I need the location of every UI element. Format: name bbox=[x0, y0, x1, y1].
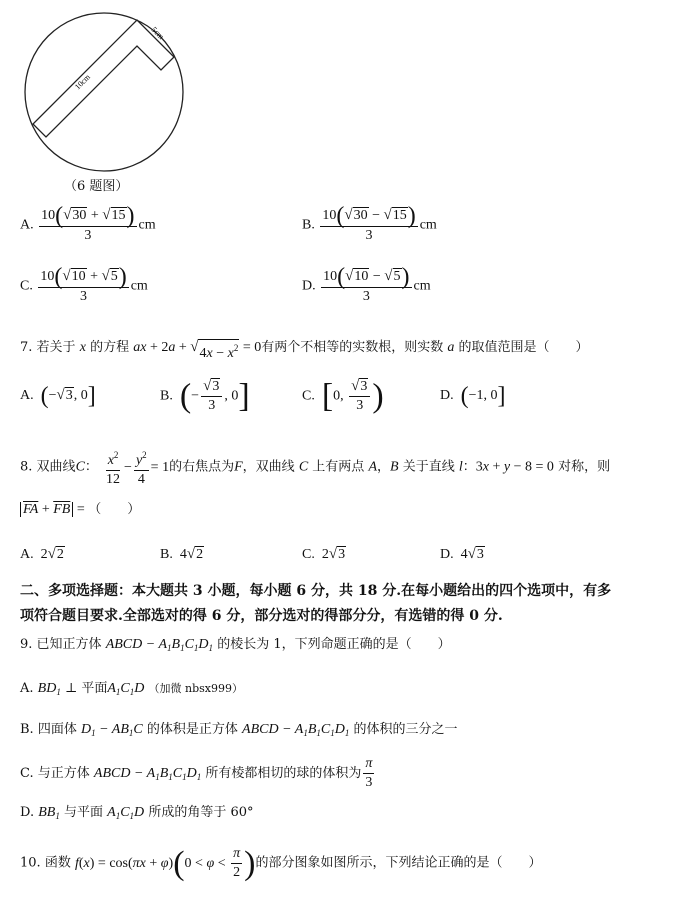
label-5cm: 5cm bbox=[149, 25, 166, 42]
option-letter: C. bbox=[20, 278, 33, 294]
q6-option-c[interactable]: C. 10( √ 10 + √ 5 ) 3 cm bbox=[20, 264, 148, 304]
q8-option-b[interactable]: B. 4 √ 2 bbox=[160, 546, 204, 562]
label-10cm: 10cm bbox=[73, 72, 92, 92]
q7-option-a[interactable]: A. (− √ 3 , 0] bbox=[20, 383, 96, 409]
q9-option-d[interactable]: D. $BB_1$ 与平面 $A_1C_1D$ 所成的角等于 60° bbox=[20, 805, 254, 821]
figure-caption: （6 题图） bbox=[64, 179, 129, 194]
q7-stem: 7. 若关于 x 的方程 ax + 2a + √ $4x - x^2$ = 0有两个不相等的实数根，则实数 a 的取值范围是（ ） bbox=[20, 339, 589, 361]
option-letter: B. bbox=[302, 217, 315, 233]
q6-option-d[interactable]: D. 10( √ 10 − √ 5 ) 3 cm bbox=[302, 264, 431, 304]
section2-line1: 二、多项选择题：本大题共 3 小题，每小题 6 分，共 18 分.在每小题给出的四个选项中，有多 bbox=[20, 583, 612, 599]
q9-option-c[interactable]: C. 与正方体 ABCD − $A_1B_1C_1D_1$ 所有棱都相切的球的体积为 $\frac{\pi}{3}$ bbox=[20, 756, 373, 790]
section2-line2: 项符合题目要求.全部选对的得 6 分，部分选对的得部分分，有选错的得 0 分. bbox=[20, 608, 503, 624]
q8-option-a[interactable]: A. 2 √ 2 bbox=[20, 546, 64, 562]
q8-option-c[interactable]: C. 2 √ 3 bbox=[302, 546, 346, 562]
q6-option-b[interactable]: B. 10( √ 30 − √ 15 ) 3 cm bbox=[302, 203, 437, 243]
q8-stem: 8. 双曲线C： $\frac{x^2}{12}$ − $\frac{y^2}{4}$ = 1的右焦点为F，双曲线 C 上有两点 A，B 关于直线 l：3x + y − 8 = 0 对称，则 bbox=[20, 446, 610, 489]
q8-option-d[interactable]: D. 4 √ 3 bbox=[440, 546, 484, 562]
figure-6 bbox=[18, 6, 190, 178]
figure-bent-strip bbox=[33, 20, 174, 137]
q7-option-b[interactable]: B. (− √ 3 3 , 0] bbox=[160, 377, 250, 415]
q8-expression: $\overline{FA} + \overline{FB}$ = （ ） bbox=[20, 500, 140, 518]
q7-option-d[interactable]: D. (−1, 0] bbox=[440, 383, 506, 409]
q10-stem: 10. 函数 f(x) = cos(πx + φ)(0 < φ < $\frac{\pi}{2}$ )的部分图象如图所示，下列结论正确的是（ ） bbox=[20, 844, 542, 882]
q7-option-c[interactable]: C. [0, √ 3 3 ) bbox=[302, 377, 384, 415]
q9-option-a[interactable]: A. $BD_1$ ⊥ 平面$A_1C_1D$ （加微 nbsx999） bbox=[20, 681, 243, 697]
q9-option-b[interactable]: B. 四面体 $D_1 - AB_1C$ 的体积是正方体 ABCD − $A_1B_1C_1D_1$ 的体积的三分之一 bbox=[20, 722, 458, 738]
option-letter: A. bbox=[20, 217, 34, 233]
option-letter: D. bbox=[302, 278, 316, 294]
q6-option-a[interactable]: A. 10( √ 30 + √ 15 ) 3 cm bbox=[20, 203, 156, 243]
q9-stem: 9. 已知正方体 ABCD − $A_1B_1C_1D_1$ 的棱长为 1，下列命题正确的是（ ） bbox=[20, 637, 451, 653]
